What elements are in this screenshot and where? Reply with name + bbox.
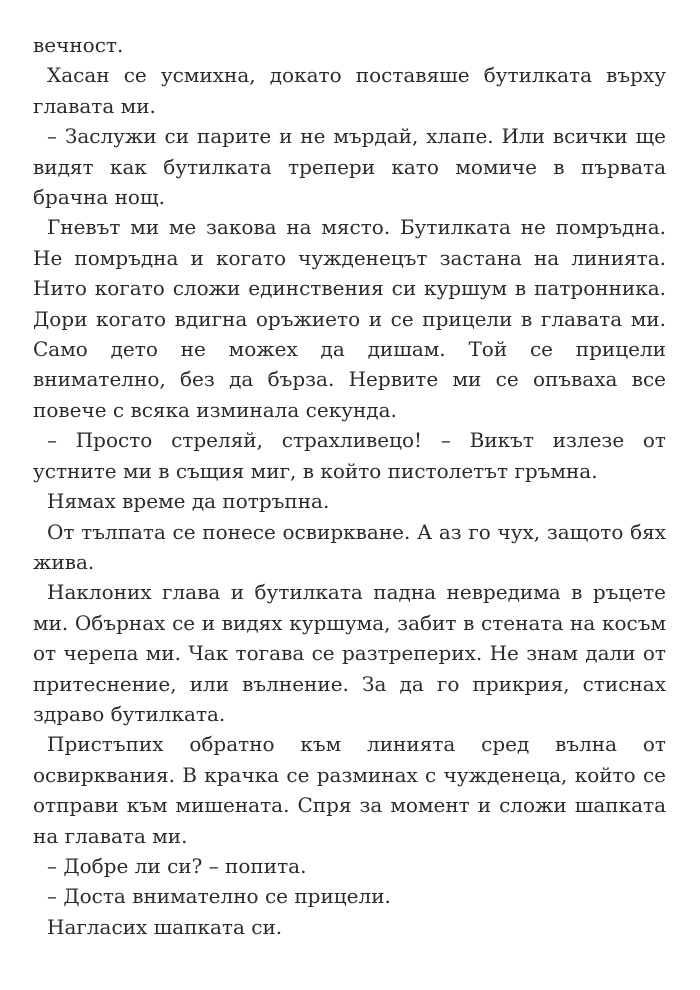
paragraph: вечност. [33, 33, 124, 57]
paragraph: Гневът ми ме закова на място. Бутилката не помръдна. Не помръдна и когато чужденецът застана на линията. Нито когато сложи единствения си куршум в патронника. Дори когато вдигна оръжието и се прицели в главата ми. Само дето не можех да дишам. Той се прицели внимателно, без да бърза. Нервите ми се опъваха все повече с всяка изминала секунда. [33, 215, 666, 422]
paragraph: Хасан се усмихна, докато поставяше бутилката върху главата ми. [33, 63, 666, 118]
paragraph: – Просто стреляй, страхливецо! – Викът излезе от устните ми в същия миг, в който пистолетът гръмна. [33, 428, 666, 483]
paragraph: – Добре ли си? – попита. [47, 853, 307, 878]
paragraph: Наклоних глава и бутилката падна невредима в ръцете ми. Обърнах се и видях куршума, забит в стената на косъм от черепа ми. Чак тогава се разтреперих. Не знам дали от притеснение, или вълнение. За да го прикрия, стиснах здраво бутилката. [33, 580, 666, 726]
paragraph: От тълпата се понесе освиркване. А аз го чух, защото бях жива. [33, 519, 666, 574]
paragraph: – Доста внимателно се прицели. [47, 884, 391, 909]
paragraph: – Заслужи си парите и не мърдай, хлапе. Или всички ще видят как бутилката трепери като момиче в първата брачна нощ. [33, 124, 666, 210]
paragraph: Пристъпих обратно към линията сред вълна от освирквания. В крачка се разминах с чужденеца, който се отправи към мишената. Спря за момент и сложи шапката на главата ми. [33, 732, 666, 848]
paragraph: Нагласих шапката си. [47, 914, 283, 939]
paragraph: Нямах време да потръпна. [47, 489, 330, 514]
book-page [33, 30, 666, 942]
